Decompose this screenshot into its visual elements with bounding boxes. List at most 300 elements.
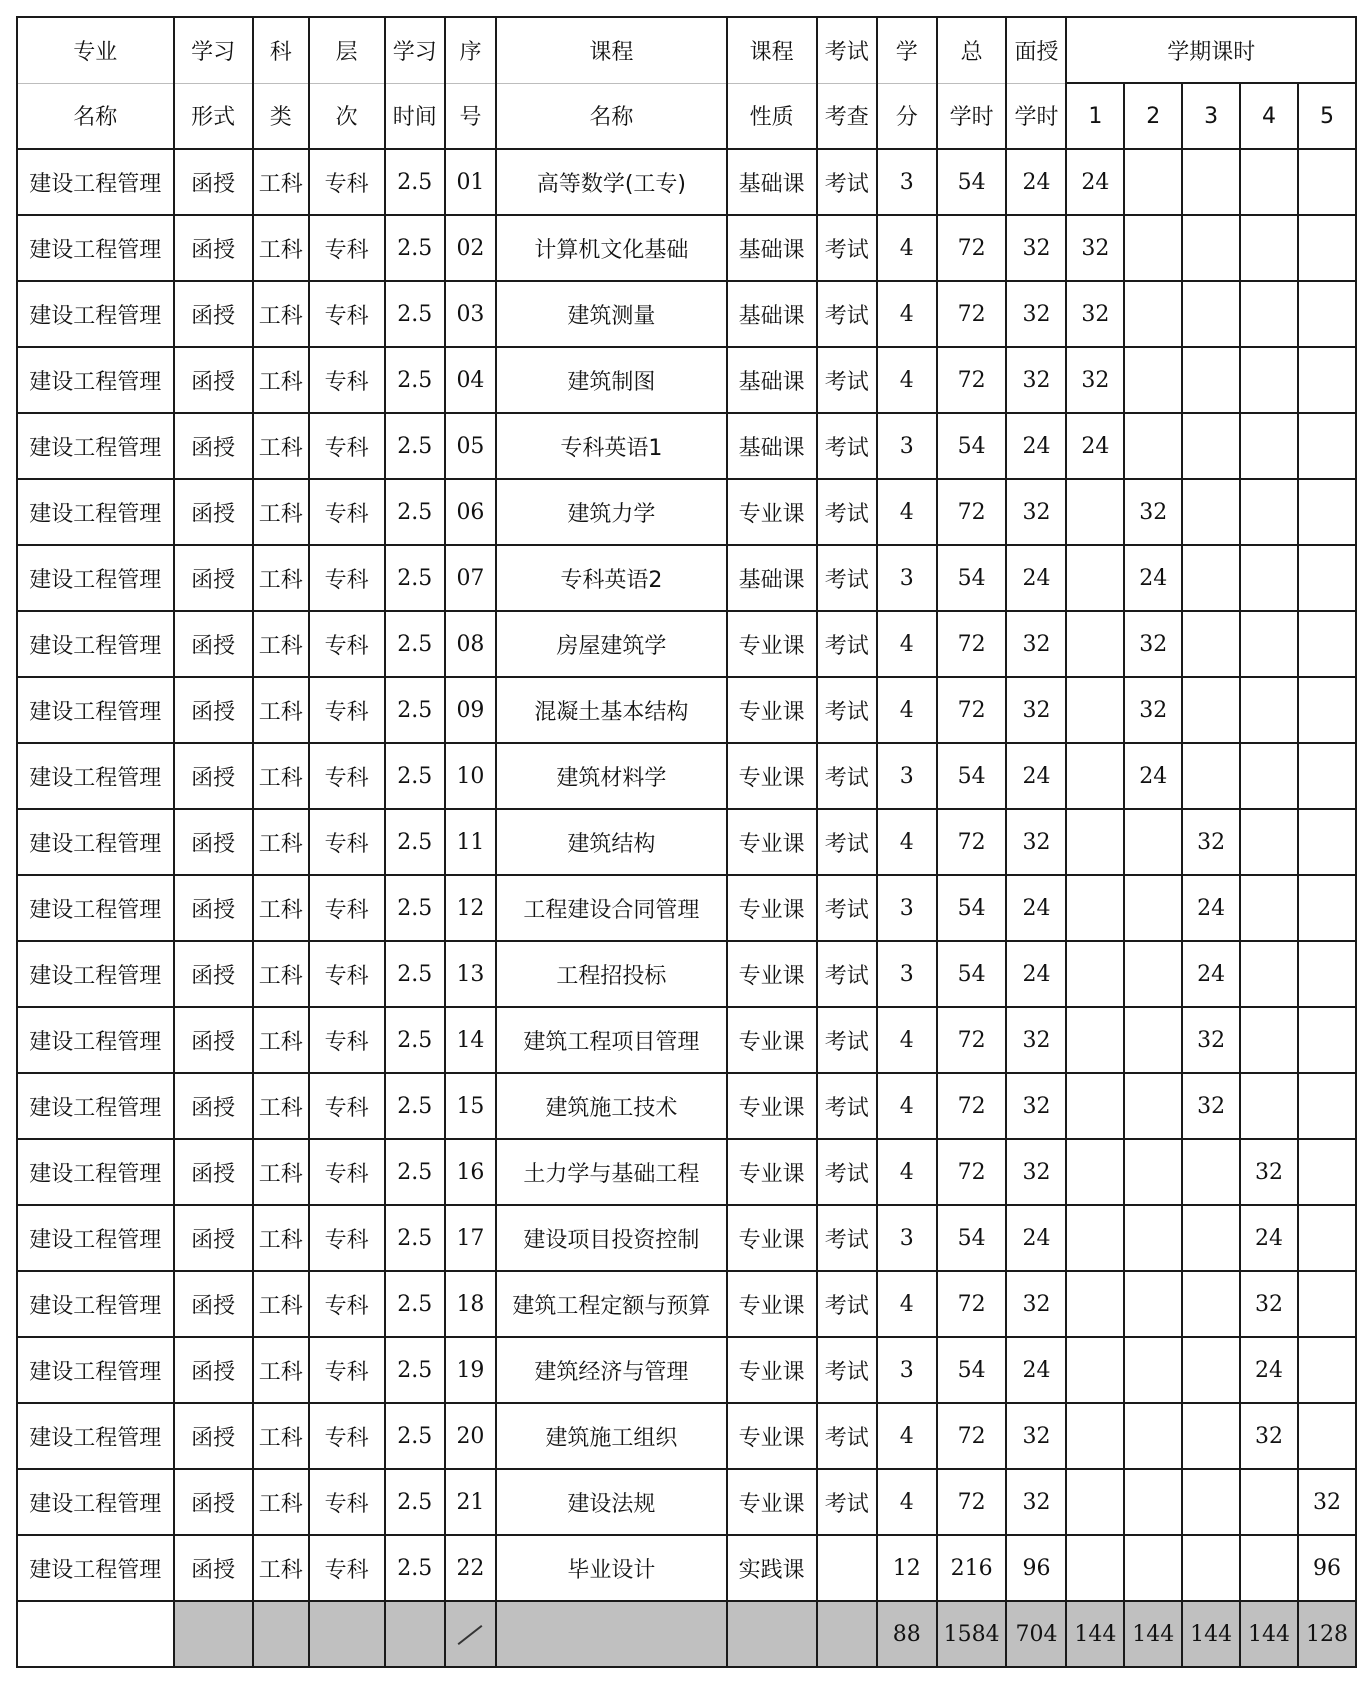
cell-semester-2: 24 xyxy=(1124,743,1182,809)
cell-credit: 4 xyxy=(877,1403,937,1469)
cell-total-hours: 72 xyxy=(937,1007,1007,1073)
cell-semester-3 xyxy=(1182,479,1240,545)
table-row xyxy=(17,875,1356,941)
cell-mode: 函授 xyxy=(174,1403,253,1469)
cell-credit: 4 xyxy=(877,281,937,347)
cell-contact-hours: 32 xyxy=(1006,1139,1066,1205)
cell-seq: 08 xyxy=(445,611,496,677)
cell-nature: 基础课 xyxy=(727,149,817,215)
cell-level: 专科 xyxy=(309,1073,385,1139)
cell-duration: 2.5 xyxy=(385,545,445,611)
cell-contact-hours: 24 xyxy=(1006,413,1066,479)
cell-level: 专科 xyxy=(309,809,385,875)
cell-total-hours: 54 xyxy=(937,743,1007,809)
cell-total-hours: 72 xyxy=(937,677,1007,743)
table-row xyxy=(17,611,1356,677)
totals-gray-cell xyxy=(385,1601,445,1667)
cell-nature: 专业课 xyxy=(727,1205,817,1271)
totals-gray-cell xyxy=(253,1601,309,1667)
cell-semester-3 xyxy=(1182,611,1240,677)
cell-semester-3: 32 xyxy=(1182,1073,1240,1139)
header-nature-2: 性质 xyxy=(727,83,817,149)
cell-semester-2 xyxy=(1124,281,1182,347)
cell-category: 工科 xyxy=(253,1139,309,1205)
cell-major: 建设工程管理 xyxy=(17,809,174,875)
cell-nature: 专业课 xyxy=(727,875,817,941)
cell-semester-1: 24 xyxy=(1066,149,1124,215)
cell-course: 专科英语2 xyxy=(496,545,726,611)
cell-semester-4: 32 xyxy=(1240,1139,1298,1205)
cell-total-hours: 54 xyxy=(937,1337,1007,1403)
cell-level: 专科 xyxy=(309,1271,385,1337)
cell-mode: 函授 xyxy=(174,479,253,545)
cell-semester-1 xyxy=(1066,545,1124,611)
cell-major: 建设工程管理 xyxy=(17,1271,174,1337)
cell-semester-1 xyxy=(1066,1403,1124,1469)
cell-exam: 考试 xyxy=(817,809,877,875)
cell-semester-5 xyxy=(1298,1205,1356,1271)
header-semester-5: 5 xyxy=(1298,83,1356,149)
cell-course: 建设项目投资控制 xyxy=(496,1205,726,1271)
cell-semester-5 xyxy=(1298,677,1356,743)
table-row xyxy=(17,743,1356,809)
cell-category: 工科 xyxy=(253,479,309,545)
cell-category: 工科 xyxy=(253,941,309,1007)
cell-course: 建筑结构 xyxy=(496,809,726,875)
cell-semester-2 xyxy=(1124,1403,1182,1469)
cell-contact-hours: 32 xyxy=(1006,215,1066,281)
table-row xyxy=(17,215,1356,281)
cell-duration: 2.5 xyxy=(385,347,445,413)
cell-semester-2 xyxy=(1124,809,1182,875)
header-seq-2: 号 xyxy=(445,83,496,149)
cell-duration: 2.5 xyxy=(385,1271,445,1337)
cell-semester-3 xyxy=(1182,1403,1240,1469)
cell-semester-3 xyxy=(1182,1271,1240,1337)
cell-category: 工科 xyxy=(253,809,309,875)
cell-semester-1 xyxy=(1066,743,1124,809)
cell-credit: 4 xyxy=(877,1139,937,1205)
cell-duration: 2.5 xyxy=(385,875,445,941)
cell-seq: 12 xyxy=(445,875,496,941)
cell-duration: 2.5 xyxy=(385,1469,445,1535)
cell-contact-hours: 32 xyxy=(1006,611,1066,677)
cell-semester-4: 24 xyxy=(1240,1205,1298,1271)
cell-mode: 函授 xyxy=(174,743,253,809)
cell-duration: 2.5 xyxy=(385,1139,445,1205)
cell-semester-5: 96 xyxy=(1298,1535,1356,1601)
cell-major: 建设工程管理 xyxy=(17,215,174,281)
cell-seq: 07 xyxy=(445,545,496,611)
cell-semester-5 xyxy=(1298,347,1356,413)
cell-mode: 函授 xyxy=(174,1271,253,1337)
cell-course: 建筑工程项目管理 xyxy=(496,1007,726,1073)
cell-level: 专科 xyxy=(309,1205,385,1271)
cell-exam: 考试 xyxy=(817,611,877,677)
cell-category: 工科 xyxy=(253,347,309,413)
cell-seq: 19 xyxy=(445,1337,496,1403)
cell-semester-5 xyxy=(1298,281,1356,347)
cell-category: 工科 xyxy=(253,1205,309,1271)
header-credit-2: 分 xyxy=(877,83,937,149)
cell-mode: 函授 xyxy=(174,149,253,215)
table-row xyxy=(17,479,1356,545)
cell-major: 建设工程管理 xyxy=(17,1469,174,1535)
cell-category: 工科 xyxy=(253,1535,309,1601)
cell-semester-2 xyxy=(1124,1337,1182,1403)
cell-credit: 4 xyxy=(877,1469,937,1535)
header-semester-hours: 学期课时 xyxy=(1066,17,1356,83)
cell-semester-1: 24 xyxy=(1066,413,1124,479)
cell-duration: 2.5 xyxy=(385,1007,445,1073)
header-contact-hours-2: 学时 xyxy=(1006,83,1066,149)
cell-semester-4 xyxy=(1240,677,1298,743)
cell-exam: 考试 xyxy=(817,677,877,743)
cell-mode: 函授 xyxy=(174,941,253,1007)
cell-exam: 考试 xyxy=(817,1139,877,1205)
cell-credit: 3 xyxy=(877,875,937,941)
cell-contact-hours: 32 xyxy=(1006,479,1066,545)
cell-major: 建设工程管理 xyxy=(17,545,174,611)
cell-course: 建筑材料学 xyxy=(496,743,726,809)
cell-total-hours: 54 xyxy=(937,1205,1007,1271)
cell-semester-2 xyxy=(1124,1007,1182,1073)
cell-semester-3 xyxy=(1182,1469,1240,1535)
cell-contact-hours: 96 xyxy=(1006,1535,1066,1601)
header-major: 专业 xyxy=(17,17,174,83)
cell-semester-5 xyxy=(1298,809,1356,875)
cell-semester-5 xyxy=(1298,1073,1356,1139)
header-row-2 xyxy=(17,83,1356,149)
cell-major: 建设工程管理 xyxy=(17,1139,174,1205)
cell-semester-3 xyxy=(1182,1535,1240,1601)
cell-duration: 2.5 xyxy=(385,1403,445,1469)
cell-course: 建筑制图 xyxy=(496,347,726,413)
cell-seq: 17 xyxy=(445,1205,496,1271)
cell-level: 专科 xyxy=(309,1337,385,1403)
cell-course: 工程招投标 xyxy=(496,941,726,1007)
header-total-hours-2: 学时 xyxy=(937,83,1007,149)
cell-level: 专科 xyxy=(309,743,385,809)
cell-nature: 专业课 xyxy=(727,1139,817,1205)
cell-major: 建设工程管理 xyxy=(17,1403,174,1469)
cell-seq: 03 xyxy=(445,281,496,347)
cell-semester-2 xyxy=(1124,215,1182,281)
cell-course: 毕业设计 xyxy=(496,1535,726,1601)
cell-exam: 考试 xyxy=(817,215,877,281)
cell-semester-5 xyxy=(1298,941,1356,1007)
cell-semester-1 xyxy=(1066,611,1124,677)
cell-exam: 考试 xyxy=(817,875,877,941)
cell-level: 专科 xyxy=(309,677,385,743)
cell-duration: 2.5 xyxy=(385,1205,445,1271)
cell-semester-2 xyxy=(1124,941,1182,1007)
cell-contact-hours: 32 xyxy=(1006,1007,1066,1073)
cell-level: 专科 xyxy=(309,611,385,677)
cell-duration: 2.5 xyxy=(385,941,445,1007)
cell-exam: 考试 xyxy=(817,347,877,413)
cell-semester-5 xyxy=(1298,1271,1356,1337)
cell-credit: 3 xyxy=(877,941,937,1007)
cell-level: 专科 xyxy=(309,1007,385,1073)
cell-semester-1 xyxy=(1066,1139,1124,1205)
cell-course: 计算机文化基础 xyxy=(496,215,726,281)
cell-semester-1: 32 xyxy=(1066,281,1124,347)
cell-contact-hours: 32 xyxy=(1006,809,1066,875)
cell-level: 专科 xyxy=(309,413,385,479)
cell-level: 专科 xyxy=(309,1469,385,1535)
table-row xyxy=(17,1205,1356,1271)
cell-contact-hours: 32 xyxy=(1006,347,1066,413)
header-total-hours: 总 xyxy=(937,17,1007,83)
cell-semester-3: 32 xyxy=(1182,1007,1240,1073)
cell-semester-2 xyxy=(1124,1469,1182,1535)
cell-credit: 4 xyxy=(877,1271,937,1337)
cell-contact-hours: 24 xyxy=(1006,743,1066,809)
cell-duration: 2.5 xyxy=(385,1535,445,1601)
cell-major: 建设工程管理 xyxy=(17,1337,174,1403)
cell-total-hours: 72 xyxy=(937,479,1007,545)
cell-exam xyxy=(817,1535,877,1601)
cell-semester-1 xyxy=(1066,1205,1124,1271)
header-semester-3: 3 xyxy=(1182,83,1240,149)
cell-exam: 考试 xyxy=(817,1073,877,1139)
cell-semester-1 xyxy=(1066,479,1124,545)
cell-semester-2 xyxy=(1124,149,1182,215)
cell-course: 高等数学(工专) xyxy=(496,149,726,215)
cell-semester-2 xyxy=(1124,1535,1182,1601)
cell-category: 工科 xyxy=(253,149,309,215)
cell-major: 建设工程管理 xyxy=(17,677,174,743)
cell-category: 工科 xyxy=(253,875,309,941)
cell-exam: 考试 xyxy=(817,743,877,809)
cell-total-hours: 54 xyxy=(937,545,1007,611)
cell-semester-4 xyxy=(1240,347,1298,413)
cell-category: 工科 xyxy=(253,1337,309,1403)
cell-semester-5: 32 xyxy=(1298,1469,1356,1535)
cell-nature: 实践课 xyxy=(727,1535,817,1601)
totals-semester-3: 144 xyxy=(1182,1601,1240,1667)
curriculum-table-wrapper xyxy=(16,16,1357,1668)
cell-course: 专科英语1 xyxy=(496,413,726,479)
cell-level: 专科 xyxy=(309,347,385,413)
cell-seq: 21 xyxy=(445,1469,496,1535)
cell-seq: 22 xyxy=(445,1535,496,1601)
header-contact-hours: 面授 xyxy=(1006,17,1066,83)
totals-gray-cell xyxy=(727,1601,817,1667)
cell-course: 混凝土基本结构 xyxy=(496,677,726,743)
table-row xyxy=(17,1469,1356,1535)
cell-seq: 16 xyxy=(445,1139,496,1205)
cell-major: 建设工程管理 xyxy=(17,743,174,809)
table-row xyxy=(17,545,1356,611)
cell-semester-5 xyxy=(1298,875,1356,941)
cell-semester-1 xyxy=(1066,1337,1124,1403)
cell-total-hours: 54 xyxy=(937,413,1007,479)
cell-seq: 06 xyxy=(445,479,496,545)
cell-semester-3 xyxy=(1182,1205,1240,1271)
header-category: 科 xyxy=(253,17,309,83)
cell-mode: 函授 xyxy=(174,1469,253,1535)
cell-category: 工科 xyxy=(253,215,309,281)
cell-total-hours: 72 xyxy=(937,281,1007,347)
cell-semester-1 xyxy=(1066,1007,1124,1073)
cell-category: 工科 xyxy=(253,1403,309,1469)
cell-total-hours: 72 xyxy=(937,1271,1007,1337)
cell-exam: 考试 xyxy=(817,1205,877,1271)
cell-nature: 专业课 xyxy=(727,743,817,809)
cell-mode: 函授 xyxy=(174,809,253,875)
cell-semester-4 xyxy=(1240,413,1298,479)
cell-semester-3 xyxy=(1182,149,1240,215)
totals-gray-cell xyxy=(817,1601,877,1667)
cell-category: 工科 xyxy=(253,677,309,743)
cell-semester-2 xyxy=(1124,1205,1182,1271)
cell-mode: 函授 xyxy=(174,1139,253,1205)
cell-duration: 2.5 xyxy=(385,149,445,215)
cell-semester-1 xyxy=(1066,1469,1124,1535)
cell-level: 专科 xyxy=(309,281,385,347)
cell-nature: 专业课 xyxy=(727,1403,817,1469)
cell-semester-2: 32 xyxy=(1124,479,1182,545)
cell-major: 建设工程管理 xyxy=(17,281,174,347)
totals-gray-cell xyxy=(309,1601,385,1667)
cell-semester-2: 32 xyxy=(1124,677,1182,743)
header-credit: 学 xyxy=(877,17,937,83)
cell-semester-5 xyxy=(1298,545,1356,611)
cell-contact-hours: 32 xyxy=(1006,281,1066,347)
totals-semester-2: 144 xyxy=(1124,1601,1182,1667)
table-row xyxy=(17,347,1356,413)
cell-semester-4 xyxy=(1240,1007,1298,1073)
cell-exam: 考试 xyxy=(817,1007,877,1073)
cell-course: 房屋建筑学 xyxy=(496,611,726,677)
cell-exam: 考试 xyxy=(817,1403,877,1469)
cell-contact-hours: 24 xyxy=(1006,1205,1066,1271)
cell-mode: 函授 xyxy=(174,215,253,281)
totals-gray-cell xyxy=(496,1601,726,1667)
cell-course: 建设法规 xyxy=(496,1469,726,1535)
header-course: 课程 xyxy=(496,17,726,83)
cell-exam: 考试 xyxy=(817,1271,877,1337)
cell-nature: 基础课 xyxy=(727,281,817,347)
cell-semester-5 xyxy=(1298,215,1356,281)
cell-level: 专科 xyxy=(309,215,385,281)
cell-seq: 11 xyxy=(445,809,496,875)
cell-major: 建设工程管理 xyxy=(17,347,174,413)
cell-semester-2 xyxy=(1124,413,1182,479)
cell-mode: 函授 xyxy=(174,1337,253,1403)
cell-major: 建设工程管理 xyxy=(17,875,174,941)
header-row-1 xyxy=(17,17,1356,83)
cell-total-hours: 72 xyxy=(937,611,1007,677)
cell-credit: 3 xyxy=(877,413,937,479)
cell-semester-5 xyxy=(1298,743,1356,809)
cell-level: 专科 xyxy=(309,545,385,611)
cell-semester-1 xyxy=(1066,1073,1124,1139)
cell-total-hours: 72 xyxy=(937,215,1007,281)
cell-semester-2: 32 xyxy=(1124,611,1182,677)
cell-seq: 04 xyxy=(445,347,496,413)
cell-semester-4 xyxy=(1240,875,1298,941)
cell-semester-4 xyxy=(1240,1073,1298,1139)
cell-semester-1 xyxy=(1066,941,1124,1007)
cell-seq: 20 xyxy=(445,1403,496,1469)
cell-semester-5 xyxy=(1298,1139,1356,1205)
header-exam: 考试 xyxy=(817,17,877,83)
cell-semester-3 xyxy=(1182,281,1240,347)
cell-exam: 考试 xyxy=(817,1469,877,1535)
cell-semester-3: 24 xyxy=(1182,941,1240,1007)
header-major-2: 名称 xyxy=(17,83,174,149)
cell-semester-1 xyxy=(1066,1535,1124,1601)
totals-semester-1: 144 xyxy=(1066,1601,1124,1667)
cell-total-hours: 216 xyxy=(937,1535,1007,1601)
table-row xyxy=(17,1337,1356,1403)
cell-seq: 01 xyxy=(445,149,496,215)
cell-total-hours: 72 xyxy=(937,809,1007,875)
cell-major: 建设工程管理 xyxy=(17,479,174,545)
header-level: 层 xyxy=(309,17,385,83)
cell-contact-hours: 24 xyxy=(1006,875,1066,941)
cell-semester-4: 32 xyxy=(1240,1403,1298,1469)
cell-course: 建筑施工技术 xyxy=(496,1073,726,1139)
cell-major: 建设工程管理 xyxy=(17,413,174,479)
cell-total-hours: 72 xyxy=(937,1469,1007,1535)
cell-exam: 考试 xyxy=(817,1337,877,1403)
cell-contact-hours: 32 xyxy=(1006,677,1066,743)
cell-exam: 考试 xyxy=(817,281,877,347)
cell-credit: 4 xyxy=(877,1073,937,1139)
cell-nature: 专业课 xyxy=(727,941,817,1007)
totals-blank xyxy=(17,1601,174,1667)
cell-semester-4 xyxy=(1240,743,1298,809)
cell-level: 专科 xyxy=(309,1403,385,1469)
cell-semester-5 xyxy=(1298,413,1356,479)
cell-seq: 14 xyxy=(445,1007,496,1073)
cell-semester-4 xyxy=(1240,611,1298,677)
cell-semester-5 xyxy=(1298,149,1356,215)
cell-seq: 02 xyxy=(445,215,496,281)
cell-level: 专科 xyxy=(309,941,385,1007)
cell-credit: 3 xyxy=(877,1205,937,1271)
cell-duration: 2.5 xyxy=(385,413,445,479)
cell-nature: 基础课 xyxy=(727,545,817,611)
cell-semester-4: 24 xyxy=(1240,1337,1298,1403)
totals-total-hours: 1584 xyxy=(937,1601,1007,1667)
totals-contact-hours: 704 xyxy=(1006,1601,1066,1667)
cell-semester-5 xyxy=(1298,1337,1356,1403)
cell-total-hours: 54 xyxy=(937,941,1007,1007)
cell-credit: 4 xyxy=(877,809,937,875)
cell-seq: 10 xyxy=(445,743,496,809)
cell-semester-3 xyxy=(1182,347,1240,413)
cell-duration: 2.5 xyxy=(385,1337,445,1403)
cell-nature: 专业课 xyxy=(727,479,817,545)
cell-contact-hours: 32 xyxy=(1006,1073,1066,1139)
table-row xyxy=(17,413,1356,479)
cell-credit: 4 xyxy=(877,215,937,281)
cell-nature: 专业课 xyxy=(727,677,817,743)
cell-nature: 基础课 xyxy=(727,413,817,479)
cell-major: 建设工程管理 xyxy=(17,611,174,677)
cell-duration: 2.5 xyxy=(385,809,445,875)
cell-semester-5 xyxy=(1298,611,1356,677)
header-nature: 课程 xyxy=(727,17,817,83)
cell-credit: 3 xyxy=(877,545,937,611)
cell-semester-3 xyxy=(1182,1337,1240,1403)
cell-nature: 基础课 xyxy=(727,215,817,281)
